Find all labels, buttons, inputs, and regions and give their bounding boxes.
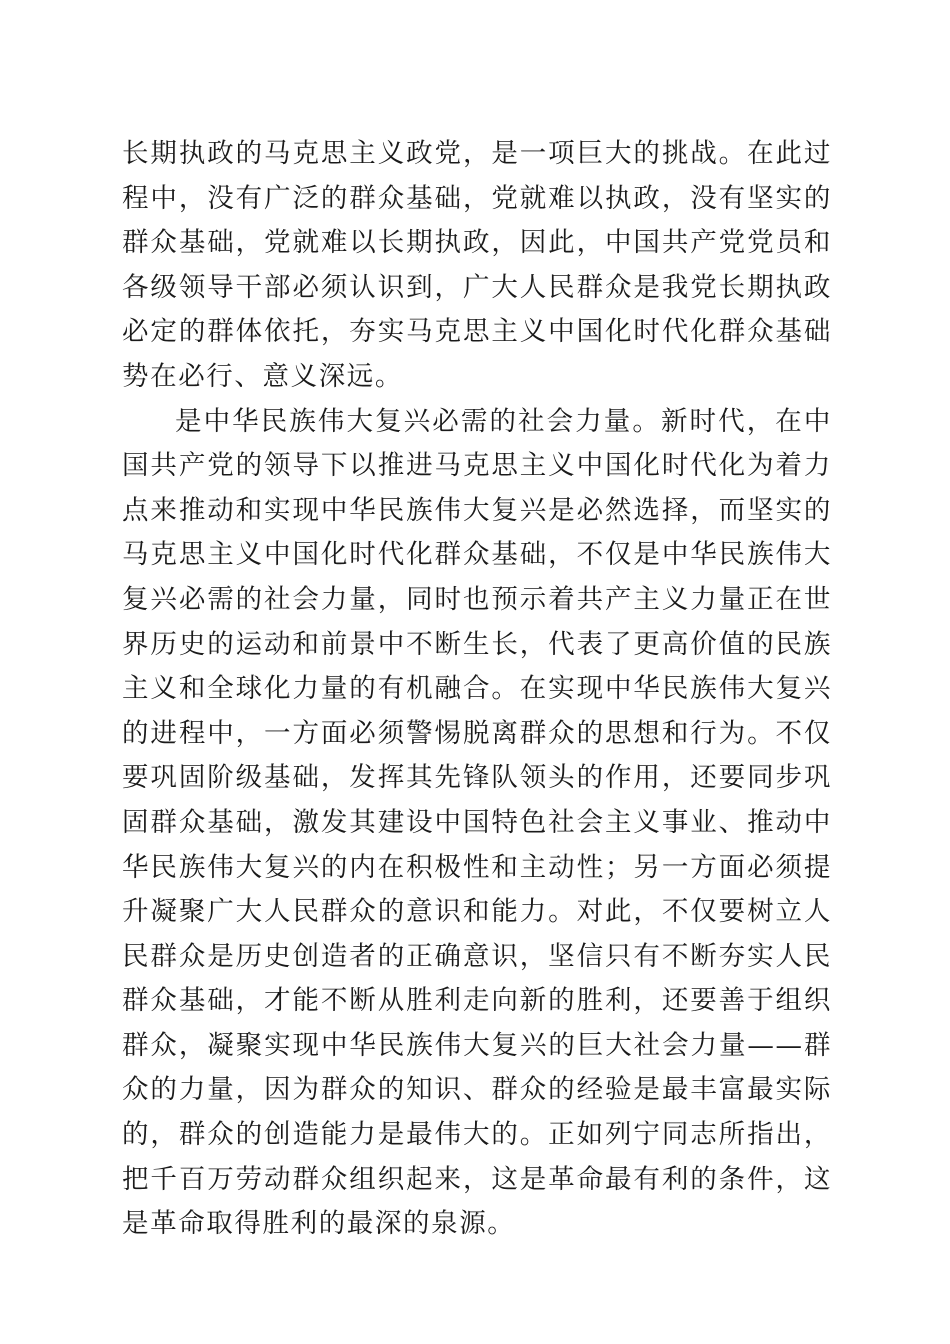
paragraph-social-force: 是中华民族伟大复兴必需的社会力量。新时代，在中国共产党的领导下以推进马克思主义中国化时代化为着力点来推动和实现中华民族伟大复兴是必然选择，而坚实的马克思主义中国化时代化群众基础，不仅是中华民族伟大复兴必需的社会力量，同时也预示着共产主义力量正在世界历史的运动和前景中不断生长，代表了更高价值的民族主义和全球化力量的有机融合。在实现中华民族伟大复兴的进程中，一方面必须警惕脱离群众的思想和行为。不仅要巩固阶级基础，发挥其先锋队领头的作用，还要同步巩固群众基础，激发其建设中国特色社会主义事业、推动中华民族伟大复兴的内在积极性和主动性；另一方面必须提升凝聚广大人民群众的意识和能力。对此，不仅要树立人民群众是历史创造者的正确意识，坚信只有不断夯实人民群众基础，才能不断从胜利走向新的胜利，还要善于组织群众，凝聚实现中华民族伟大复兴的巨大社会力量——群众的力量，因为群众的知识、群众的经验是最丰富最实际的，群众的创造能力是最伟大的。正如列宁同志所指出，把千百万劳动群众组织起来，这是革命最有利的条件，这是革命取得胜利的最深的泉源。 bbox=[122, 405, 832, 1240]
body-text bbox=[122, 132, 832, 1247]
paragraph-continued: 长期执政的马克思主义政党，是一项巨大的挑战。在此过程中，没有广泛的群众基础，党就难以执政，没有坚实的群众基础，党就难以长期执政，因此，中国共产党党员和各级领导干部必须认识到，广大人民群众是我党长期执政必定的群体依托，夯实马克思主义中国化时代化群众基础势在必行、意义深远。 bbox=[122, 138, 832, 392]
